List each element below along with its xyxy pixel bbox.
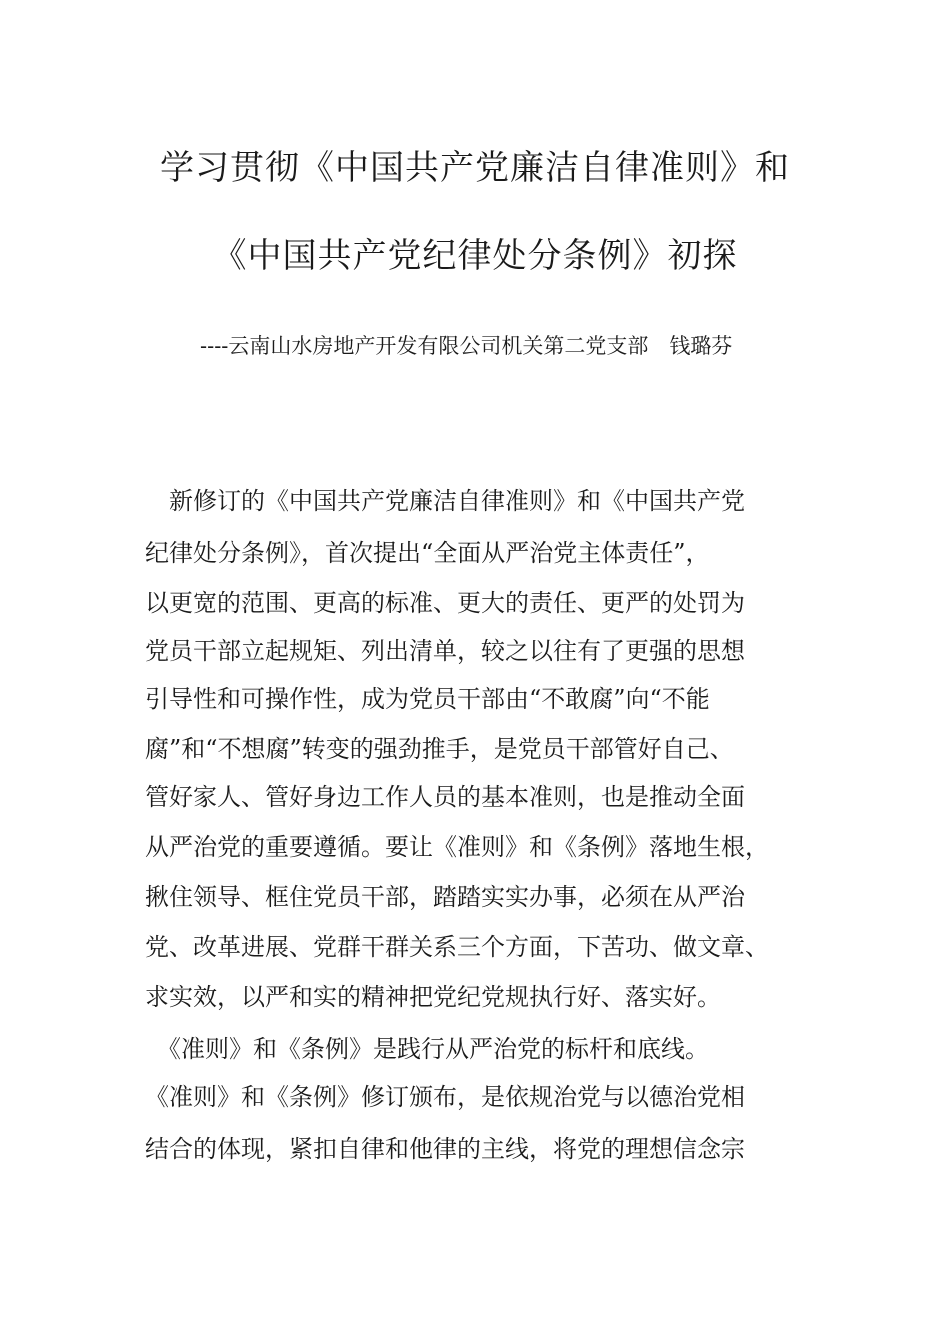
body-line-7: 管好家人、管好身边工作人员的基本准则，也是推动全面: [145, 783, 745, 811]
body-line-14: 结合的体现，紧扣自律和他律的主线，将党的理想信念宗: [145, 1135, 745, 1163]
body-line-12: 《准则》和《条例》是践行从严治党的标杆和底线。: [145, 1035, 709, 1063]
body-line-2: 纪律处分条例》，首次提出“全面从严治党主体责任”，: [145, 539, 710, 567]
body-line-10: 党、改革进展、党群干群关系三个方面，下苦功、做文章、: [145, 933, 769, 961]
body-line-6: 腐”和“不想腐”转变的强劲推手，是党员干部管好自己、: [145, 735, 734, 763]
body-line-9: 揪住领导、框住党员干部，踏踏实实办事，必须在从严治: [145, 883, 745, 911]
document-title-line-2: 《中国共产党纪律处分条例》初探: [212, 236, 738, 276]
body-line-11: 求实效，以严和实的精神把党纪党规执行好、落实好。: [145, 983, 721, 1011]
body-line-13: 《准则》和《条例》修订颁布，是依规治党与以德治党相: [145, 1083, 745, 1111]
document-title-line-1: 学习贯彻《中国共产党廉洁自律准则》和: [160, 148, 790, 188]
body-line-3: 以更宽的范围、更高的标准、更大的责任、更严的处罚为: [145, 589, 745, 617]
body-line-1: 新修订的《中国共产党廉洁自律准则》和《中国共产党: [145, 487, 745, 515]
body-line-4: 党员干部立起规矩、列出清单，较之以往有了更强的思想: [145, 637, 745, 665]
body-line-5: 引导性和可操作性，成为党员干部由“不敢腐”向“不能: [145, 685, 710, 713]
body-line-8: 从严治党的重要遵循。要让《准则》和《条例》落地生根，: [145, 833, 769, 861]
author-byline: ----云南山水房地产开发有限公司机关第二党支部 钱璐芬: [200, 334, 733, 358]
